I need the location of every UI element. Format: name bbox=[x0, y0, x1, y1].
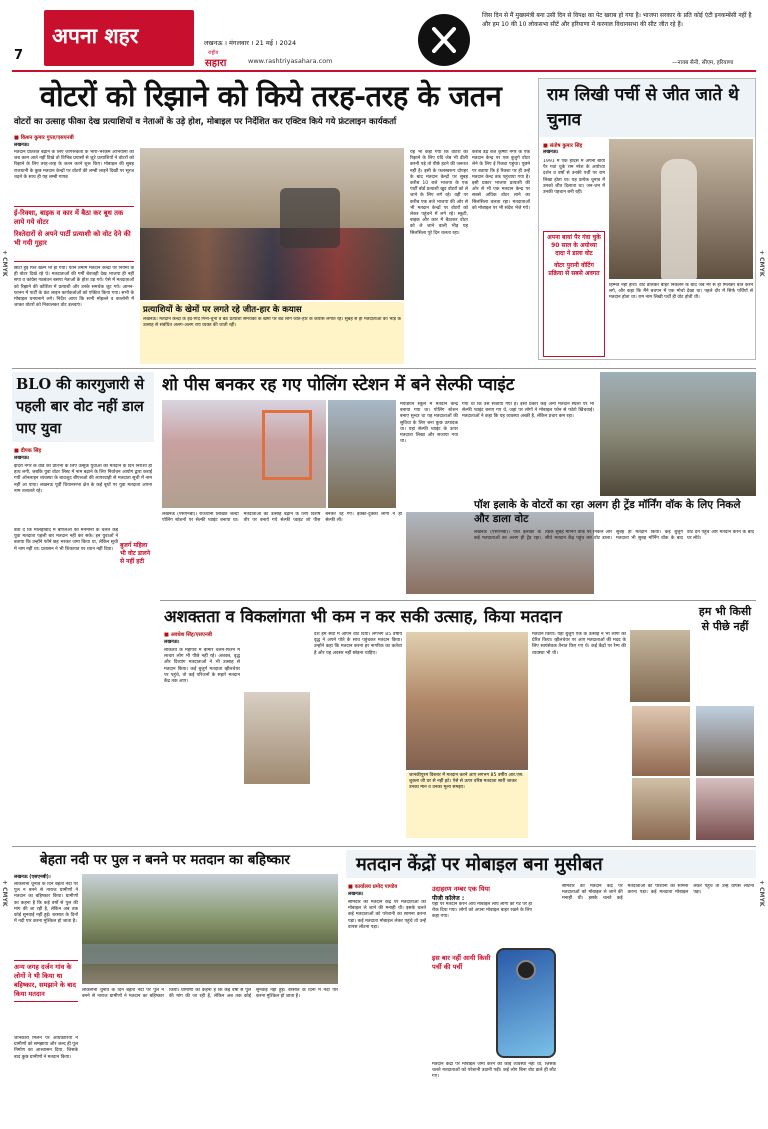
sidebar-1-body: 1991 में एक हादसे में अपना बायां पैर गवां चुके राम नरेश के अयोध्या दर्शन व वर्षों से उनकी पर्ची पर राम लिखा होता था। यह प्रत्येक चुनाव में उनको जीत दिलाता था। जन-जन में उनकी पहचान बनी रहीं। bbox=[543, 159, 605, 196]
side-photo-4 bbox=[696, 778, 754, 840]
row-1-rule bbox=[12, 368, 756, 369]
story-1-pullquote-1: ई-रिक्शा, बाइक व कार में बैठा कर बूथ तक लाये गये वोटर bbox=[14, 209, 124, 226]
section-title: अपना शहर bbox=[52, 24, 139, 48]
story-4-headline: पॉश इलाके के वोटरों का रहा अलग ही ट्रेंड मॉर्निंग वॉक के लिए निकले और डाला वोट bbox=[474, 499, 741, 525]
story-5-sidebar-title: हम भी किसी से पीछे नहीं bbox=[698, 605, 752, 633]
side-photo-2 bbox=[696, 706, 754, 776]
story-2-body: इंदिरा नगर के वार्ड की प्रतिभा के लिए उत्सुक युवाओं को मतदान के दिन निराशा ही हाथ लगी, जबकि युवा वोटर लिस्ट में नाम बढ़ाने के लिए निर्वाचन आयोग द्वारा कराई गयी ऑनलाइन व्यवस्था के बावजूद बीएलओ की लापरवाही से मतदाता सूची में नाम नहीं आ पाया। लखनऊ पूर्वी विधानसभा क्षेत्र के कई बूथों पर युवा मतदाता अपना नाम तलाशते रहे। bbox=[14, 464, 152, 494]
page-number: 7 bbox=[14, 48, 24, 63]
story-7-headline: मतदान केंद्रों पर मोबाइल बना मुसीबत bbox=[356, 854, 603, 875]
story-6-dateline: लखनऊ (एसएनबी)। bbox=[14, 875, 51, 880]
story-1-col3: यह भी कहा गया कि वोटरों को रिझाने के लिए यदि जेब भी ढीली करनी पड़े तो पीछे हटने की जरूरत नहीं है। इसी के फलस्वरूप दोपहर के बाद मतदान केन्द्रों पर सुबह करीब 10 बजे भाजपा के एक पार्टी बोर्ड प्रत्याशी खुद वोटरों को ले जाने के लिए लगे रहे। वहीं पर करीब एक बजे भाजपा की ओर से भी मतदान केन्द्रों पर वोटरों को लेकर पहुंचने में लगे रहे। स्कूटी, बाइक और कार में बैठाकर वोटर को ले जाने वाली भीड़ यह सिलसिला पूरे दिन चलता रहा। bbox=[410, 150, 468, 236]
story-2-side-quote: बुजर्ग महिला भी वोट डालने से नहीं हटी bbox=[120, 542, 151, 565]
camera-icon bbox=[516, 960, 536, 980]
x-logo-icon bbox=[418, 14, 470, 66]
story-5-photo-caption: जानकीपुरम विस्तार में मतदान करने आए लगभग 85 वर्षीय आर.एस. शुक्ला जी घर से नहीं हटे। ऐसे से ऊपर वरिष्ठ मतदाता सारी जाकर उनका मान व उनका मूल्य समझा। bbox=[406, 772, 528, 838]
selfie-frame-shape bbox=[262, 410, 312, 480]
side-photo-3 bbox=[632, 778, 690, 840]
story-1-photo-caption-title: प्रत्याशियों के खेमों पर लगते रहे जीत-हार के कयास bbox=[143, 305, 302, 315]
story-3-col3: गया था कि उसे सजाया गया है। इसी प्रकार कई अन्य मतदान स्थलों पर भी सेल्फी प्वाइंट बनाए गए थे, जहां पर लोगों ने मोबाइल फोन से फोटो खिंचवाई। मतदाताओं ने कहा कि यह व्यवस्था अच्छी है, लेकिन प्रचार कम रहा। bbox=[462, 402, 594, 420]
sidebar-1-dateline: लखनऊ। bbox=[543, 150, 559, 155]
quote-text: जिस दिन से मैं मुख्यमंत्री बना उसी दिन से विपक्ष का पेट खराब हो गया है। भाजपा सरकार के प्रति कोई एंटी इनकम्बेंसी नहीं है और हम 10 की 10 लोकसभा सीटें और हरियाणा में करनाल विधानसभा की सीट जीत रहे हैं। bbox=[482, 12, 752, 28]
story-7-body: सोमवार को मतदान केंद्र पर मतदाताओं को मोबाइल ले जाने की मनाही थी। इसके चलते कई मतदाताओं को परेशानी का सामना करना पड़ा। कई मतदाता मोबाइल लेकर पहुंचे तो उन्हें वापस लौटना पड़ा। bbox=[348, 900, 426, 930]
story-6-photo bbox=[82, 874, 338, 984]
story-7 bbox=[346, 850, 756, 1124]
story-4-photo bbox=[600, 372, 756, 496]
sidebar-1-byline: ■ संतोष कुमार सिंह bbox=[543, 143, 583, 149]
paper-name: सहारा bbox=[205, 58, 227, 69]
story-1 bbox=[12, 76, 532, 366]
city-date: लखनऊ । मंगलवार । 21 मई । 2024 bbox=[204, 39, 297, 47]
story-7-body-2: मतदान केंद्रों पर मोबाइल जमा करने की कोई व्यवस्था नहीं थी, जिसके चलते मतदाताओं को परेशानी उठानी पड़ी। कई लोग बिना वोट डाले ही लौट गए। bbox=[432, 1062, 556, 1080]
story-5-headline: अशक्तता व विकलांगता भी कम न कर सकी उत्साह, किया मतदान bbox=[164, 607, 562, 626]
cmyk-mark-left-bottom: + CMYK bbox=[1, 880, 8, 907]
story-7-body-cols: सोमवार को मतदान केंद्र पर मतदाताओं को मोबाइल ले जाने की मनाही थी। इसके चलते कई मतदाताओं को परेशानी का सामना करना पड़ा। कई मतदाता मोबाइल लेकर पहुंचे तो उन्हें वापस लौटना पड़ा। bbox=[562, 884, 754, 902]
story-5-dateline: लखनऊ। bbox=[164, 640, 180, 645]
story-1-col4: करीब डेढ़ बजे कृष्णा नगर के एक मतदान केन्द्र पर एक बुजुर्ग वोटर लेने के लिए ई रिक्शा पहुंचा। पूछने पर बताया कि ई रिक्शा पर ही उन्हें मतदान केन्द्र तक पहुंचाया गया है। इसी प्रकार भाजपा प्रत्याशी की ओर से भी एक मतदान केन्द्र पर सबसे अधिक वोटर लाने का सिलसिला चलता रहा। मतदाताओं को मोबाइल पर भी संदेश भेजे गये। bbox=[472, 150, 530, 211]
sidebar-1-pullbox-2: वोटर पुरानी वोटिंग प्रक्रिया से सबसे अवगत bbox=[548, 262, 600, 277]
story-6-body-cols: लोकसभा चुनाव के दिन बेहता नदी पर पुल न बनने से नाराज ग्रामीणों ने मतदान का बहिष्कार किया। ग्रामीणों का कहना है कि कई वर्षों से पुल की मांग की जा रही है, लेकिन अब तक कोई सुनवाई नहीं हुई। बरसात के दिनों में नदी पार करना मुश्किल हो जाता है। bbox=[82, 988, 338, 1000]
story-5-col2: देश हम सेवा में आपने वोट दिया। लगभग 85 वर्षीय वृद्ध ने अपने पोते के साथ पहुंचकर मतदान किया। उन्होंने कहा कि मतदान करना हर नागरिक का कर्तव्य है और यह अवसर नहीं छोड़ना चाहिए। bbox=[314, 632, 402, 656]
story-1-headline: वोटरों को रिझाने को किये तरह-तरह के जतन bbox=[40, 79, 502, 113]
cmyk-mark-right-top: + CMYK bbox=[758, 250, 765, 277]
story-3-headline: शो पीस बनकर रह गए पोलिंग स्टेशन में बने सेल्फी प्वाइंट bbox=[162, 375, 515, 395]
story-1-byline: ■ किशन कुमार गुप्ता/एसएनबी bbox=[14, 135, 74, 141]
story-6 bbox=[12, 850, 340, 1124]
story-2-byline: ■ दीपक सिंह bbox=[14, 448, 42, 454]
story-3-col2: मेयेडियन स्कूल में मतदान केन्द्र बनाया गया था। पोलिंग स्टेशन बनाए सुन्दर था यह मतदाताओं की सुविधा के लिए बना कुछ उत्पादक था। यहां सेल्फी प्वाइंट के ऊपर मतदाता लिखा और सजाया गया था। bbox=[400, 402, 458, 445]
cmyk-mark-left-top: + CMYK bbox=[1, 250, 8, 277]
story-6-body-2: जानकारी मिलने पर अधिकारियों ने ग्रामीणों को समझाया और जल्द ही पुल निर्माण का आश्वासन दिया, जिसके बाद कुछ ग्रामीणों ने मतदान किया। bbox=[14, 1036, 78, 1060]
vehicle-shape bbox=[280, 188, 340, 248]
story-7-example-body: यहां पर मतदान करने आये मोबाइल लाये लोगों को गेट पर ही रोक दिया गया। लोगों को अपना मोबाइल बाहर रखने के लिए कहा गया। bbox=[432, 902, 532, 920]
story-3-photo-2 bbox=[328, 400, 396, 508]
row-2-rule bbox=[160, 600, 756, 601]
story-5-byline: ■ अवधेश सिंह/एसएनबी bbox=[164, 632, 213, 638]
paper-small: राष्ट्रीय bbox=[208, 50, 219, 56]
sidebar-1-pullbox-1: अपना बायां पैर गंवा चुके 90 साल के अयोध्या दादा ने डाला वोट bbox=[547, 234, 601, 257]
story-2-body-2: बता दें कि मलिहाबाद में बीएलओ की मनमानी के चलते कई युवा मतदाता पहली बार मतदान नहीं कर सके। इन युवाओं ने बताया कि उन्होंने फॉर्म छह भरकर जमा किया था, लेकिन सूची में नाम नहीं था। प्रशासन ने भी शिकायत पर ध्यान नहीं दिया। bbox=[14, 528, 118, 552]
story-1-photo bbox=[140, 148, 404, 300]
quote-author: —नायब सैनी, सीएम, हरियाणा bbox=[672, 60, 734, 66]
story-5-photo-3 bbox=[630, 630, 690, 702]
story-4 bbox=[470, 498, 756, 598]
story-1-subhead: वोटरों का उत्साह फीका देख प्रत्याशियों व नेताओं के उड़े होश, मोबाइल पर निर्देशित कर एक्टिव किये गये फ्रंटलाइन कार्यकर्ता bbox=[14, 117, 397, 127]
side-photo-1 bbox=[632, 706, 690, 776]
story-3-body: लखनऊ (एसएनबी)। राजधानी लिखित जल्दी पोलिंग स्टेशनों पर सेल्फी प्वाइंट बनाया था। मतदाताओं का उत्साह बढ़ाने के लिए विशेष तौर पर बनाये गये सेल्फी प्वाइंट शो पीस बनकर रह गए। इक्का-दुक्का लोगों ने ही सेल्फी ली। bbox=[162, 512, 402, 524]
sidebar-1 bbox=[538, 78, 756, 360]
website: www.rashtriyasahara.com bbox=[248, 57, 333, 65]
story-7-dateline: लखनऊ। bbox=[348, 892, 364, 897]
story-7-example-title: उदाहरण नम्बर एक यिया bbox=[432, 885, 490, 893]
story-6-pullquote: अन्य जगह दर्जन गांव के लोगों ने भी किया था बहिष्कार, समझाने के बाद किया मतदान bbox=[14, 960, 78, 1002]
story-1-photo-caption-box bbox=[140, 302, 404, 364]
story-6-headline: बेहता नदी पर पुल न बनने पर मतदान का बहिष्कार bbox=[40, 852, 290, 868]
story-2-headline: BLO की कारगुजारी से पहली बार वोट नहीं डाल पाए युवा bbox=[16, 376, 145, 437]
story-6-body: लोकसभा चुनाव के दिन बेहता नदी पर पुल न बनने से नाराज ग्रामीणों ने मतदान का बहिष्कार किया। ग्रामीणों का कहना है कि कई वर्षों से पुल की मांग की जा रही है, लेकिन अब तक कोई सुनवाई नहीं हुई। बरसात के दिनों में नदी पार करना मुश्किल हो जाता है। bbox=[14, 882, 78, 925]
sidebar-1-body2: हिम्मत नहीं हारी। वोट डालकर बाहर निकलने के बाद जब मेरे से ही मिलकर बात करने लगे, और कहा कि मैंने बचपन में एक मोर्चा देखा था। पहले दौर में सिर्फ पर्चियों से मतदान होता था। राम नाम लिखी पर्ची ही वोट होती थी। bbox=[609, 283, 753, 301]
story-1-col1: मतदान प्रतिशत बढ़ाने के लिए जागरूकता के भारी-भरकम अभियानों को जब काम आते नहीं दिखे तो विभिन्न प्रयासों से जुटे प्रत्याशियों ने वोटरों को रिझाने के लिए तरह-तरह के जतन करने शुरू किए। मोबाइल की सुबह राजधानी के कुछ मतदान केन्द्रों पर वोटरों की लम्बी लाइनें दिखीं पर सूरज चढ़ने के साथ ही यह लम्बी गायब bbox=[14, 150, 134, 180]
story-1-dateline: लखनऊ। bbox=[14, 143, 30, 148]
elder-figure bbox=[661, 159, 697, 279]
story-5 bbox=[160, 602, 690, 842]
story-5-side-panel bbox=[694, 602, 756, 842]
cmyk-mark-right-bottom: + CMYK bbox=[758, 880, 765, 907]
story-5-col3: मतदान किया। यहां बुजुर्ग एक के उत्साह ने भी लोगों को प्रेरित किया। व्हीलचेयर पर आए मतदाताओं की मदद के लिए स्वयंसेवक तैनात किए गए थे। कई केंद्रों पर रैम्प की व्यवस्था भी थी। bbox=[532, 632, 626, 656]
phone-graphic bbox=[496, 948, 556, 1058]
story-1-pullquote-2: रिश्तेदारों से अपने पार्टी प्रत्याशी को वोट देने की भी गयी गुहार bbox=[14, 230, 131, 247]
story-7-pullquote: इस बार नहीं आयी किसी पर्ची की पर्ची bbox=[432, 954, 491, 971]
sidebar-1-pullbox bbox=[543, 231, 605, 357]
masthead-rule bbox=[12, 70, 756, 72]
story-2 bbox=[12, 372, 154, 702]
story-2-dateline: लखनऊ। bbox=[14, 456, 30, 461]
section-banner bbox=[44, 10, 194, 66]
story-5-photo-2 bbox=[406, 632, 528, 770]
story-7-byline: ■ कार्यालय प्रमोद पाण्डेय bbox=[348, 884, 398, 890]
story-1-col1b: छोटी हुई फिर खत्म भी हो गयी। यानि तमाम मतदान केन्द्रों पर नियमों के ही वोटर दिखे रहे थे। मतदाताओं की गर्मी बेवजही देख भाजपा ही नहीं सपा व कांग्रेस गठबंधन बसपा नेताओं के होश उड़ गये। ऐसे में मतदाताओं को रिझाने की कोशिश में प्रत्याशी और उनके समर्थक जुट गये। आनन-फानन में पार्टी के फ्रंट लाइन कार्यकर्ताओं को एक्टिव किया गया। सभी के मोबाइल घनघनाने लगे। निर्देश आया कि सभी मोहल्ले व कालोनी में जाकर वोटरों को निकालकर वोट डलवाएं। bbox=[14, 266, 134, 309]
story-1-pullquote-box bbox=[14, 206, 134, 262]
story-7-example-sub: पीजी कॉलेज : bbox=[432, 895, 465, 902]
story-5-body: लोकतंत्र के महापर्व में बीमार चलने-फिरने में लाचार लोग भी पीछे नहीं रहे। अशक्त, वृद्ध और दिव्यांग मतदाताओं ने भी उत्साह से मतदान किया। कई बुजुर्ग मतदाता व्हीलचेयर पर पहुंचे, तो कई परिजनों के सहारे मतदान केंद्र तक आए। bbox=[164, 648, 240, 685]
story-1-photo-caption-body: लखनऊ। मतदान केन्द्रों के इर्द-गिर्द गिना-चुनी व बैठे प्रत्याशी समर्थकों के खेमों पर बैठे लोग जीत-हार के कयास लगाते रहे। सुबह से ही मतदाताओं की भीड़ के उत्साह से संबंधित अलग-अलग राय व्यक्त की जाती रही। bbox=[143, 317, 401, 329]
story-4-body: लखनऊ (एसएनबी)। पॉश इलाकों के कई मतदाताओं का अलग ही ट्रेंड रहा। तड़के सुबह मॉर्निंग वॉक पर निकले और सीधे मतदान केंद्र पहुंच कर वोट डाला। सुबह ही मतदान किया। कई बुजुर्ग मतदाता भी सुबह मॉर्निंग वॉक के बाद वोट देने पहुंचे और मतदान करने के बाद घर लौटे। bbox=[474, 530, 754, 542]
story-5-photo-1 bbox=[244, 692, 310, 784]
story-3-photo-main bbox=[162, 400, 326, 508]
river-shape bbox=[82, 944, 338, 964]
sidebar-1-headline: राम लिखी पर्ची से जीत जाते थे चुनाव bbox=[547, 85, 739, 130]
row-3-rule bbox=[12, 846, 756, 847]
sidebar-1-photo bbox=[609, 139, 753, 279]
masthead bbox=[12, 8, 756, 70]
crowd-shape bbox=[140, 228, 404, 300]
